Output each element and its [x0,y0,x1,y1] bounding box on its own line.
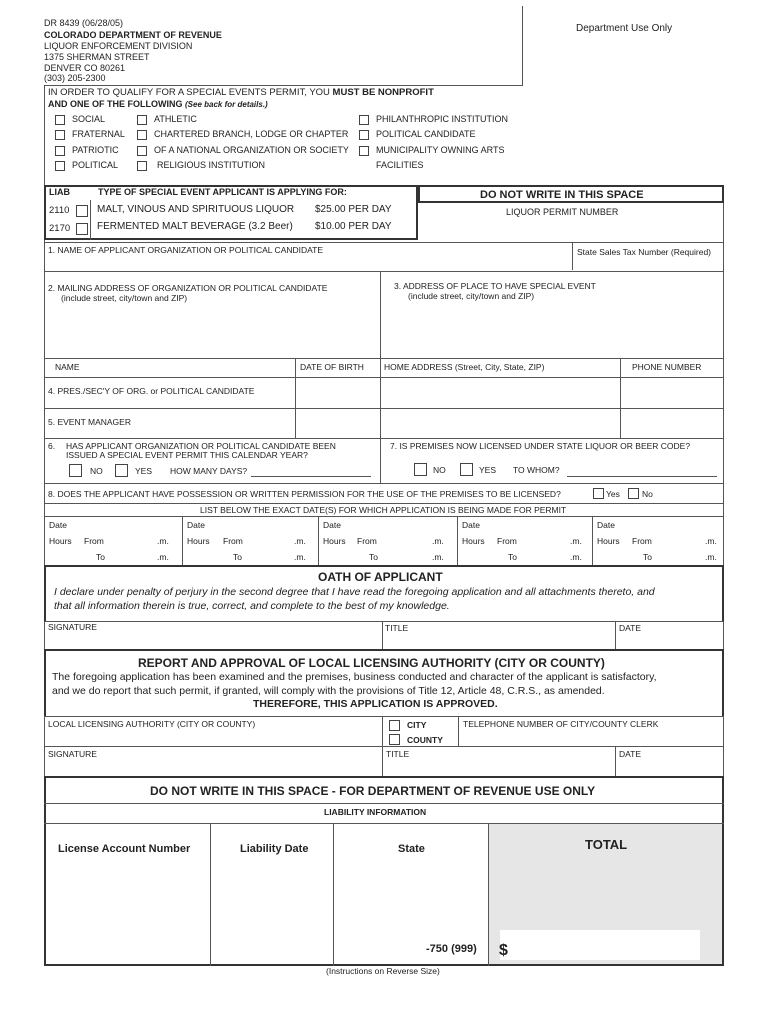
phone-divider [620,358,621,438]
row4-top [44,377,724,378]
code-750: -750 (999) [426,943,477,955]
malt-vinous-label: MALT, VINOUS AND SPIRITUOUS LIQUOR [97,204,295,215]
form-id: DR 8439 (06/28/05) [44,18,124,28]
fermented-malt-label: FERMENTED MALT BEVERAGE (3.2 Beer) [97,221,293,232]
q8-yes-label: Yes [606,489,620,499]
dollar-sign: $ [499,942,508,959]
q6-days-label: HOW MANY DAYS? [170,466,248,476]
mailing-address-input[interactable] [50,306,375,354]
q7-whom-label: TO WHOM? [513,465,560,475]
patriotic-checkbox[interactable] [55,146,65,156]
from-label-1: From [84,536,104,546]
tax-number-label: State Sales Tax Number (Required) [577,247,712,257]
fermented-malt-price: $10.00 PER DAY [315,221,392,232]
municipality-checkbox[interactable] [359,146,369,156]
q7-no-checkbox[interactable] [414,463,427,476]
auth-signature-input[interactable] [50,761,376,773]
to-m-1: .m. [157,552,169,562]
fraternal-label: FRATERNAL [72,129,125,139]
dept-use-only: Department Use Only [576,23,673,34]
political-candidate-label: POLITICAL CANDIDATE [376,129,476,139]
from-m-4: .m. [570,536,582,546]
philanthropic-label: PHILANTHROPIC INSTITUTION [376,114,509,124]
hours-label-3: Hours [323,536,346,546]
oath-title: OATH OF APPLICANT [318,570,443,584]
chartered-branch-checkbox[interactable] [137,130,147,140]
malt-vinous-price: $25.00 PER DAY [315,204,392,215]
row5-top [44,408,724,409]
field7-label: 7. IS PREMISES NOW LICENSED UNDER STATE LIQUOR OR BEER CODE? [390,441,691,451]
authority-input[interactable] [50,731,376,744]
field6-number: 6. [48,441,56,451]
city-label: CITY [407,720,427,730]
oath-signature-input[interactable] [50,634,376,646]
dates-grid-top [44,516,724,517]
field2-sublabel: (include street, city/town and ZIP) [61,293,188,303]
header-divider [522,6,523,86]
political-label: POLITICAL [72,160,119,170]
oath-signature-label: SIGNATURE [48,622,97,632]
to-label-1: To [96,552,105,562]
liab-title: TYPE OF SPECIAL EVENT APPLICANT IS APPLYING FOR: [98,187,347,197]
addr-divider [380,271,381,358]
auth-date-input[interactable] [621,761,719,773]
dept-name: COLORADO DEPARTMENT OF REVENUE [44,30,222,40]
to-label-4: To [508,552,517,562]
liab-code-divider [90,200,91,240]
row6-top [44,438,724,439]
oath-date-divider [615,621,616,649]
social-label: SOCIAL [72,114,106,124]
field2-label: 2. MAILING ADDRESS OF ORGANIZATION OR POLITICAL CANDIDATE [48,283,328,293]
form-left-border [44,240,45,566]
tax-divider [572,242,573,270]
field5-label: 5. EVENT MANAGER [48,417,131,427]
county-checkbox[interactable] [389,734,400,745]
oath-title-label: TITLE [385,623,409,633]
auth-title-input[interactable] [388,761,610,773]
hours-label-4: Hours [462,536,485,546]
oath-title-input[interactable] [388,634,610,646]
dor-title-rule [44,803,724,804]
q6-days-input[interactable] [251,476,371,477]
date-col-divider-2 [318,516,319,566]
from-m-1: .m. [157,536,169,546]
date-label-3: Date [323,520,341,530]
field3-label: 3. ADDRESS OF PLACE TO HAVE SPECIAL EVENT [394,281,596,291]
col-phone: PHONE NUMBER [632,362,702,372]
field8-label: 8. DOES THE APPLICANT HAVE POSSESSION OR WRITTEN PERMISSION FOR THE USE OF THE PREMISES TO BE LICENSED? [48,489,561,499]
report-line2: and we do report that such permit, if granted, will comply with the provisions of Title 12, Article 48, C.R.S., as amended. [52,685,605,697]
to-m-4: .m. [570,552,582,562]
philanthropic-checkbox[interactable] [359,115,369,125]
q8-yes-checkbox[interactable] [593,488,604,499]
col-dob: DATE OF BIRTH [300,362,364,372]
auth-title-label: TITLE [386,749,410,759]
fermented-malt-checkbox[interactable] [76,223,88,235]
field6-line2: ISSUED A SPECIAL EVENT PERMIT THIS CALENDAR YEAR? [66,450,308,460]
auth-sig-top [44,746,724,747]
dates-title: LIST BELOW THE EXACT DATE(S) FOR WHICH APPLICATION IS BEING MADE FOR PERMIT [200,505,567,515]
oath-date-input[interactable] [621,634,719,646]
from-m-3: .m. [432,536,444,546]
from-label-3: From [357,536,377,546]
qualify-line1: IN ORDER TO QUALIFY FOR A SPECIAL EVENTS PERMIT, YOU MUST BE NONPROFIT [48,87,434,98]
oath-line2: that all information therein is true, correct, and complete to the best of my knowledge. [54,600,450,612]
from-m-2: .m. [294,536,306,546]
header-rule [44,85,523,86]
division-name: LIQUOR ENFORCEMENT DIVISION [44,41,193,51]
q8-no-checkbox[interactable] [628,488,639,499]
to-m-5: .m. [705,552,717,562]
fraternal-checkbox[interactable] [55,130,65,140]
street-address: 1375 SHERMAN STREET [44,52,150,62]
date-col-divider-3 [457,516,458,566]
report-line1: The foregoing application has been examined and the premises, business conducted and character of the applicant is satisfactory, [52,671,657,683]
athletic-label: ATHLETIC [154,114,197,124]
q7-whom-input[interactable] [567,476,717,477]
date-col-divider-1 [182,516,183,566]
city-checkbox[interactable] [389,720,400,731]
footer-note: (Instructions on Reverse Size) [326,966,440,976]
from-m-5: .m. [705,536,717,546]
athletic-checkbox[interactable] [137,115,147,125]
to-m-2: .m. [294,552,306,562]
oath-title-divider [382,621,383,649]
report-title: REPORT AND APPROVAL OF LOCAL LICENSING AUTHORITY (CITY OR COUNTY) [138,656,605,670]
to-label-2: To [233,552,242,562]
event-address-input[interactable] [386,306,719,354]
field4-label: 4. PRES./SEC'Y OF ORG. or POLITICAL CANDIDATE [48,386,255,396]
city-address: DENVER CO 80261 [44,63,126,73]
col-name: NAME [55,362,80,372]
date-label-4: Date [462,520,480,530]
social-checkbox[interactable] [55,115,65,125]
tel-divider [458,716,459,746]
q6-no-label: NO [90,466,103,476]
hours-label-1: Hours [49,536,72,546]
liability-date: Liability Date [240,843,309,855]
political-candidate-checkbox[interactable] [359,130,369,140]
q8-no-label: No [642,489,653,499]
authority-label: LOCAL LICENSING AUTHORITY (CITY OR COUNTY) [48,719,256,729]
form-right-border [723,203,724,566]
total-input[interactable] [500,930,700,960]
total-label: TOTAL [585,837,628,852]
col-home-address: HOME ADDRESS (Street, City, State, ZIP) [384,362,545,372]
row8-top [44,483,724,484]
to-label-5: To [643,552,652,562]
hours-label-2: Hours [187,536,210,546]
qualify-line2: AND ONE OF THE FOLLOWING (See back for details.) [48,99,268,109]
row2-top [44,271,724,272]
from-label-4: From [497,536,517,546]
hours-label-5: Hours [597,536,620,546]
dor-col-divider-2 [333,823,334,966]
malt-vinous-checkbox[interactable] [76,205,88,217]
auth-date-divider [615,746,616,776]
political-checkbox[interactable] [55,161,65,171]
to-label-3: To [369,552,378,562]
field3-sublabel: (include street, city/town and ZIP) [408,291,535,301]
sig-left [44,621,45,649]
from-label-5: From [632,536,652,546]
liability-info: LIABILITY INFORMATION [324,807,427,817]
q6-yes-label: YES [135,466,153,476]
liab-label: LIAB [49,187,70,197]
q6-no-checkbox[interactable] [69,464,82,477]
chartered-branch-label: CHARTERED BRANCH, LODGE OR CHAPTER [154,129,349,139]
dor-title: DO NOT WRITE IN THIS SPACE - FOR DEPARTMENT OF REVENUE USE ONLY [150,784,596,798]
sig-right [723,621,724,649]
national-organization-checkbox[interactable] [137,146,147,156]
liquor-permit-number: LIQUOR PERMIT NUMBER [506,207,619,217]
dor-col-divider-1 [210,823,211,966]
date-col-divider-4 [592,516,593,566]
county-label: COUNTY [407,735,443,745]
q6-q7-divider [380,438,381,483]
field6-line1: HAS APPLICANT ORGANIZATION OR POLITICAL CANDIDATE BEEN [66,441,336,451]
q6-yes-checkbox[interactable] [115,464,128,477]
row1-top [44,242,724,243]
date-label-2: Date [187,520,205,530]
auth-signature-label: SIGNATURE [48,749,97,759]
dept-phone: (303) 205-2300 [44,73,106,83]
q7-yes-label: YES [479,465,497,475]
religious-checkbox[interactable] [137,161,147,171]
oath-date-label: DATE [619,623,642,633]
name-header-top [44,358,724,359]
q7-no-label: NO [433,465,446,475]
liab-code-2170: 2170 [49,223,71,234]
clerk-tel-input[interactable] [464,731,719,744]
oath-line1: I declare under penalty of perjury in the second degree that I have read the foregoing application and all attachments thereto, and [54,586,655,598]
home-divider [380,358,381,438]
date-label-5: Date [597,520,615,530]
dnw-title: DO NOT WRITE IN THIS SPACE [480,189,644,201]
report-line3: THEREFORE, THIS APPLICATION IS APPROVED. [253,698,498,710]
facilities-label: FACILITIES [376,160,424,170]
state-label: State [398,843,425,855]
clerk-tel-label: TELEPHONE NUMBER OF CITY/COUNTY CLERK [463,719,659,729]
from-label-2: From [223,536,243,546]
dob-divider [295,358,296,438]
q7-yes-checkbox[interactable] [460,463,473,476]
patriotic-label: PATRIOTIC [72,145,119,155]
liab-code-2110: 2110 [49,205,70,216]
date-label-1: Date [49,520,67,530]
dor-top-rule [44,776,724,778]
applicant-name-input[interactable] [50,258,568,268]
auth-date-label: DATE [619,749,642,759]
religious-label: RELIGIOUS INSTITUTION [157,160,266,170]
national-organization-label: OF A NATIONAL ORGANIZATION OR SOCIETY [154,145,349,155]
field1-label: 1. NAME OF APPLICANT ORGANIZATION OR POLITICAL CANDIDATE [48,245,324,255]
qualify-left-border [44,85,45,185]
dates-title-top [44,503,724,504]
to-m-3: .m. [432,552,444,562]
municipality-label: MUNICIPALITY OWNING ARTS [376,145,505,155]
license-account-number: License Account Number [58,843,191,855]
